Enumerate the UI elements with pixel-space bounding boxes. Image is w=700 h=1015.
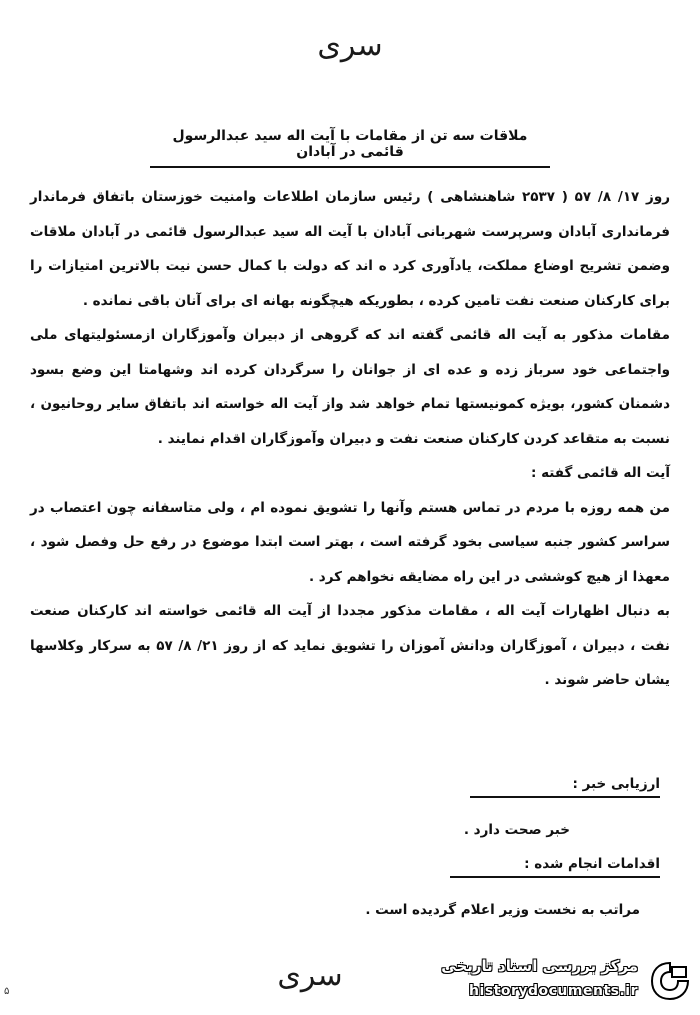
paragraph-followup: به دنبال اظهارات آیت اله ، مقامات مذکور مجددا از آیت اله قائمی خواسته اند کارکنان صنعت نفت ، دبیران ، آموزگاران ودانش آموزان را تشویق نماید که از روز ۲۱/ ۸/ ۵۷ به سرکار وکلاسها یشان حاضر شوند . <box>30 603 670 688</box>
evaluation-text: خبر صحت دارد . <box>463 822 570 838</box>
watermark-url: historydocuments.ir <box>469 983 638 999</box>
paragraph-quote: من همه روزه با مردم در تماس هستم وآنها را تشویق نموده ام ، ولی متاسفانه چون اعتصاب در سراسر کشور جنبه سیاسی بخود گرفته است ، بهتر است ابتدا موضوع در رفع حل وفصل شود ، معهذا از هیچ کوششی در این راه مضایقه نخواهم کرد . <box>30 499 670 585</box>
watermark <box>394 955 694 1011</box>
classification-stamp-bottom: سری <box>277 958 343 993</box>
classification-stamp-top: سری <box>317 28 383 63</box>
history-documents-logo-icon <box>648 959 692 1003</box>
paragraph-quote-intro: آیت اله قائمی گفته : <box>530 465 670 481</box>
evaluation-heading: ارزیابی خبر : <box>470 776 660 798</box>
actions-text: مراتب به نخست وزیر اعلام گردیده است . <box>365 902 640 918</box>
paragraph-request: مقامات مذکور به آیت اله قائمی گفته اند که گروهی از دبیران وآموزگاران ازمسئولیتهای ملی واجتماعی خود سرباز زده و عده ای از جوانان را سرگردان کرده اند وشهامتا این وضع بسود دشمنان کشور، بویژه کمونیستها تمام خواهد شد واز آیت اله خواسته اند باتفاق سایر روحانیون ، نسبت به متقاعد کردن کارکنان صنعت نفت و دبیران وآموزگاران اقدام نمایند . <box>30 327 670 447</box>
watermark-title: مرکز بررسی اسناد تاریخی <box>441 957 638 975</box>
paragraph-meeting: روز ۱۷/ ۸/ ۵۷ ( ۲۵۳۷ شاهنشاهی ) رئیس سازمان اطلاعات وامنیت خوزستان باتفاق فرماندار فرمانداری آبادان وسرپرست شهربانی آبادان با آیت اله سید عبدالرسول قائمی در آبادان ملاقات وضمن تشریح اوضاع مملکت، یادآوری کرد ه اند که دولت با کمال حسن نیت بالاترین امتیازات را برای کارکنان صنعت نفت تامین کرده ، بطوریکه هیچگونه بهانه ای برای آنان باقی نمانده . <box>30 189 670 309</box>
document-body <box>30 180 670 698</box>
page-number: ۵ <box>4 986 10 997</box>
document-title: ملاقات سه تن از مقامات با آیت اله سید عبدالرسول قائمی در آبادان <box>150 128 550 168</box>
actions-heading: اقدامات انجام شده : <box>450 856 660 878</box>
